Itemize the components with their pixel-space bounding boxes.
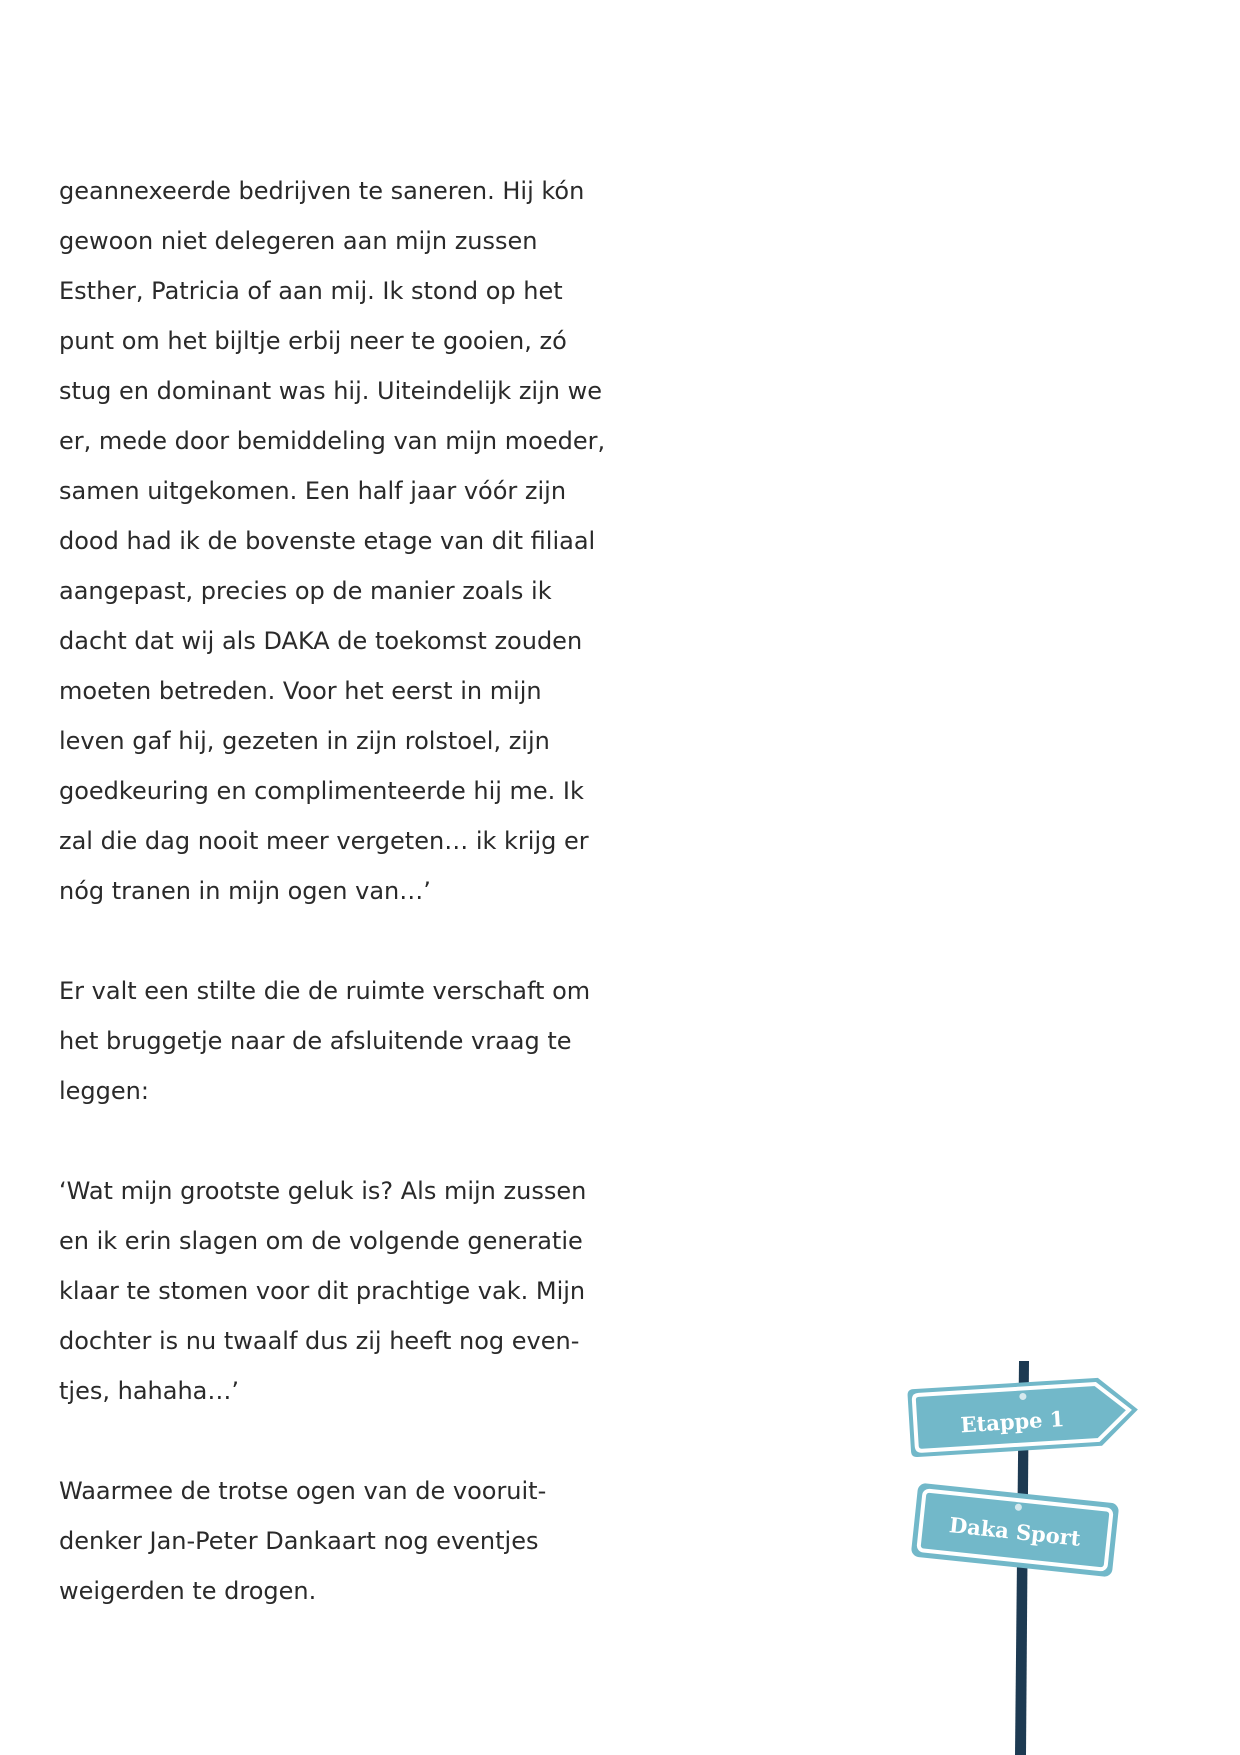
text-line: zal die dag nooit meer vergeten… ik krijg er [59,827,589,855]
text-line: klaar te stomen voor dit prachtige vak. Mijn [59,1277,586,1305]
text-line: aangepast, precies op de manier zoals ik [59,577,552,605]
etappe-sign-label: Etappe 1 [959,1406,1066,1438]
paragraph [59,1466,619,1616]
text-line: punt om het bijltje erbij neer te gooien, zó [59,327,567,355]
text-line: Waarmee de trotse ogen van de vooruit- [59,1477,547,1505]
signpost-illustration [900,1355,1160,1755]
text-line: stug en dominant was hij. Uiteindelijk zijn we [59,377,602,405]
text-line: geannexeerde bedrijven te saneren. Hij kón [59,177,585,205]
text-line: het bruggetje naar de afsluitende vraag te [59,1027,572,1055]
text-line: leggen: [59,1077,149,1105]
text-line: en ik erin slagen om de volgende generatie [59,1227,583,1255]
etappe-sign [907,1376,1140,1458]
text-line: weigerden te drogen. [59,1577,317,1605]
text-line: ‘Wat mijn grootste geluk is? Als mijn zussen [59,1177,587,1205]
text-line: goedkeuring en complimenteerde hij me. Ik [59,777,584,805]
text-line: nóg tranen in mijn ogen van…’ [59,877,431,905]
text-line: dood had ik de bovenste etage van dit filiaal [59,527,596,555]
text-line: Er valt een stilte die de ruimte verschaft om [59,977,591,1005]
paragraph [59,966,619,1116]
text-line: Esther, Patricia of aan mij. Ik stond op het [59,277,563,305]
text-line: moeten betreden. Voor het eerst in mijn [59,677,542,705]
text-line: leven gaf hij, gezeten in zijn rolstoel, zijn [59,727,550,755]
daka-sport-sign [911,1483,1120,1578]
article-text [59,166,619,1616]
text-line: er, mede door bemiddeling van mijn moeder, [59,427,606,455]
text-line: gewoon niet delegeren aan mijn zussen [59,227,538,255]
text-line: dochter is nu twaalf dus zij heeft nog even- [59,1327,580,1355]
text-line: denker Jan-Peter Dankaart nog eventjes [59,1527,539,1555]
text-line: tjes, hahaha…’ [59,1377,239,1405]
text-line: dacht dat wij als DAKA de toekomst zouden [59,627,583,655]
paragraph [59,166,619,916]
paragraph [59,1166,619,1416]
signpost-graphic [900,1355,1160,1755]
daka-sport-sign-label: Daka Sport [947,1512,1082,1551]
text-line: samen uitgekomen. Een half jaar vóór zijn [59,477,567,505]
